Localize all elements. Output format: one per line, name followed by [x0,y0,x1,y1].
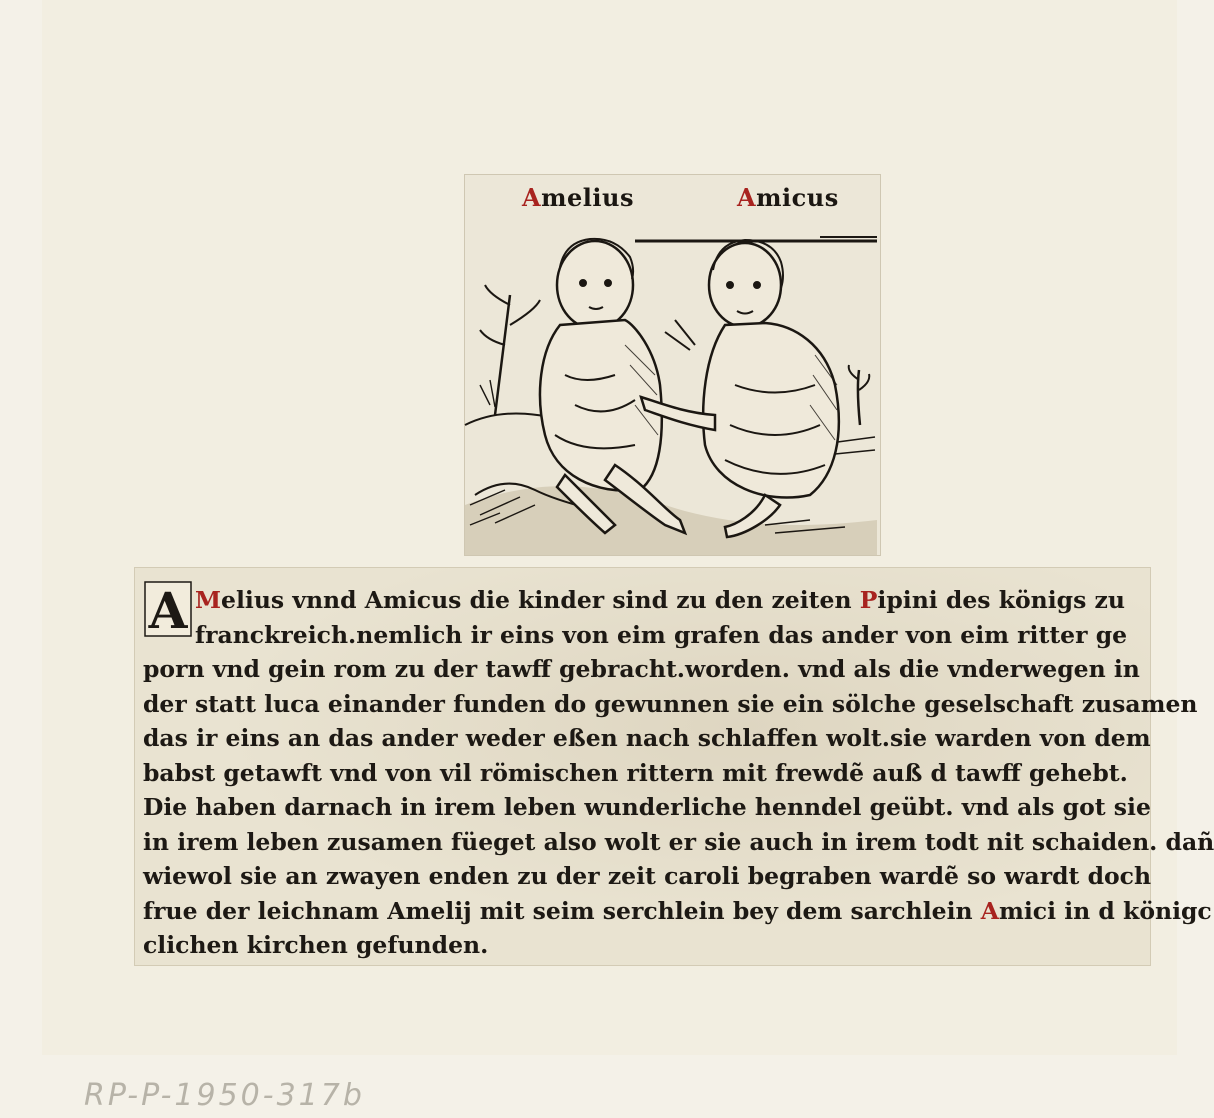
woodcut-illustration [465,175,880,555]
caption-amelius [522,183,634,212]
text-fragment: A [364,586,383,614]
text-line [143,720,1151,757]
text-line [143,893,1212,930]
text-fragment: porn vnd gein rom zu der tawff gebracht.worden. vnd als die vnderwegen in [143,655,1140,683]
text-fragment: ipini des königs zu [877,586,1125,614]
text-fragment: P [859,586,878,614]
text-fragment: A [387,896,406,925]
text-fragment: elius vnnd [221,586,365,614]
text-line [195,582,1142,619]
text-fragment: clichen kirchen gefunden. [143,931,489,959]
text-line [143,651,1142,688]
text-fragment: frue der leichnam [143,896,388,925]
accession-number: RP-P-1950-317b [84,1078,365,1113]
text-block [135,568,1214,965]
text-line [143,858,1152,895]
text-fragment: mici in d königc [999,896,1212,925]
decorated-initial [143,578,193,638]
caption-amicus-initial: A [737,183,757,212]
text-fragment: wiewol sie an zwayen enden zu der zeit caroli begraben wardẽ so wardt doch [143,862,1152,890]
text-line [143,927,1142,964]
text-fragment: melij mit seim serchlein bey dem sarchlein [405,896,981,925]
text-fragment: das ir eins an das ander weder eßen nach schlaffen wolt.sie warden von dem [143,724,1151,752]
text-fragment: M [195,586,222,614]
text-fragment: der statt luca einander funden do gewunnen sie ein sölche geselschaft zusamen [143,689,1198,718]
paper-sheet [42,0,1214,1055]
text-line [195,617,1142,654]
caption-amelius-rest: melius [541,183,634,212]
caption-amelius-initial: A [522,183,542,212]
text-line [143,824,1214,861]
text-fragment: micus die kinder sind zu den zeiten [383,586,860,614]
text-fragment: Die haben darnach in irem leben wunderliche henndel geübt. vnd als got sie [143,793,1151,821]
text-fragment: franckreich.nemlich ir eins von eim grafen das ander von eim ritter ge [195,620,1128,649]
caption-amicus-rest: micus [756,183,839,212]
decorated-initial-glyph [143,578,193,638]
caption-amicus [737,183,839,212]
text-line [143,755,1142,792]
text-fragment: in irem leben zusamen füeget also wolt er sie auch in irem todt nit schaiden. dañ [143,827,1214,856]
text-fragment: A [980,896,1000,925]
text-line [143,686,1198,723]
text-line [143,789,1151,826]
woodcut-drawing [465,175,880,555]
text-fragment: babst getawft vnd von vil römischen rittern mit frewdẽ auß d tawff gehebt. [143,758,1128,787]
decorated-initial-letter: A [148,581,188,640]
